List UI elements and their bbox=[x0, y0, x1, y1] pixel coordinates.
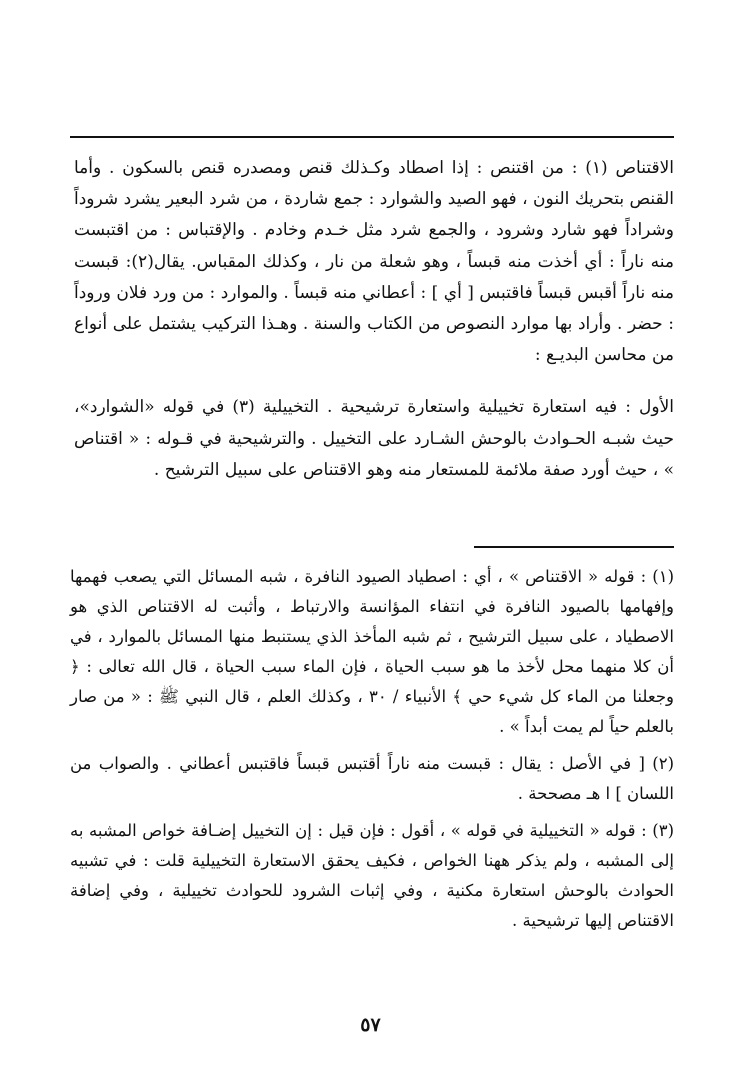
page-number: ٥٧ bbox=[360, 1014, 381, 1036]
footnote-3: (٣) : قوله « التخييلية في قوله » ، أقول : فإن قيل : إن التخييل إضـافة خواص المشبه به إلى المشبه ، ولم يذكر ههنا الخواص ، فكيف يحقق الاستعارة التخييلية قلت : في تشبيه الحوادث بالوحش استعارة مكنية ، وفي إثبات الشرود للحوادث تخييلية ، وفي إضافة الاقتناص إليها ترشيحية . bbox=[70, 821, 674, 930]
footnote-1: (١) : قوله « الاقتناص » ، أي : اصطياد الصيود النافرة ، شبه المسائل التي يصعب فهمها وإفهامها بالصيود النافرة في انتفاء المؤانسة والارتباط ، وأثبت له الاقتناص الذي هو الاصطياد ، على سبيل الترشيح ، ثم شبه المأخذ الذي يستنبط منها المسائل بالموارد ، في أن كلا منهما محل لأخذ ما هو سبب الحياة ، فإن الماء سبب الحياة ، قال الله تعالى : ﴿ وجعلنا من الماء كل شيء حي ﴾ الأنبياء / ٣٠ ، وكذلك العلم ، قال النبي ﷺ : « من صار بالعلم حياً لم يمت أبداً » . bbox=[70, 567, 674, 736]
main-paragraph: الأول : فيه استعارة تخييلية واستعارة ترشيحية . التخييلية (٣) في قوله «الشوارد»، حيث شبـه الحـوادث بالوحش الشـارد على التخييل . والترشيحية في قـوله : « اقتناص » ، حيث أورد صفة ملائمة للمستعار منه وهو الاقتناص على سبيل الترشيح . bbox=[74, 397, 674, 480]
main-paragraph: الاقتناص (١) : من اقتنص : إذا اصطاد وكـذلك قنص ومصدره قنص بالسكون . وأما القنص بتحريك النون ، فهو الصيد والشوارد : جمع شاردة ، من شرد البعير يشرد شروداً وشراداً فهو شارد وشرود ، والجمع شرد مثل خـدم وخادم . والإقتباس : من اقتبست منه ناراً : أي أخذت منه قبساً ، وهو شعلة من نار ، وكذلك المقباس. يقال(٢): قبست منه ناراً أقبس قبساً فاقتبس [ أي ] : أعطاني منه قبساً . والموارد : من ورد فلان وروداً : حضر . وأراد بها موارد النصوص من الكتاب والسنة . وهـذا التركيب يشتمل على أنواع من محاسن البديـع : bbox=[74, 158, 675, 366]
footnote-separator bbox=[474, 546, 674, 548]
footnotes bbox=[70, 562, 674, 936]
header-rule bbox=[70, 136, 674, 138]
footnote-2: (٢) [ في الأصل : يقال : قبست منه ناراً أقتبس قبساً فاقتبس أعطاني . والصواب من اللسان ] ا هـ مصححة . bbox=[70, 754, 674, 803]
main-text bbox=[74, 153, 674, 486]
